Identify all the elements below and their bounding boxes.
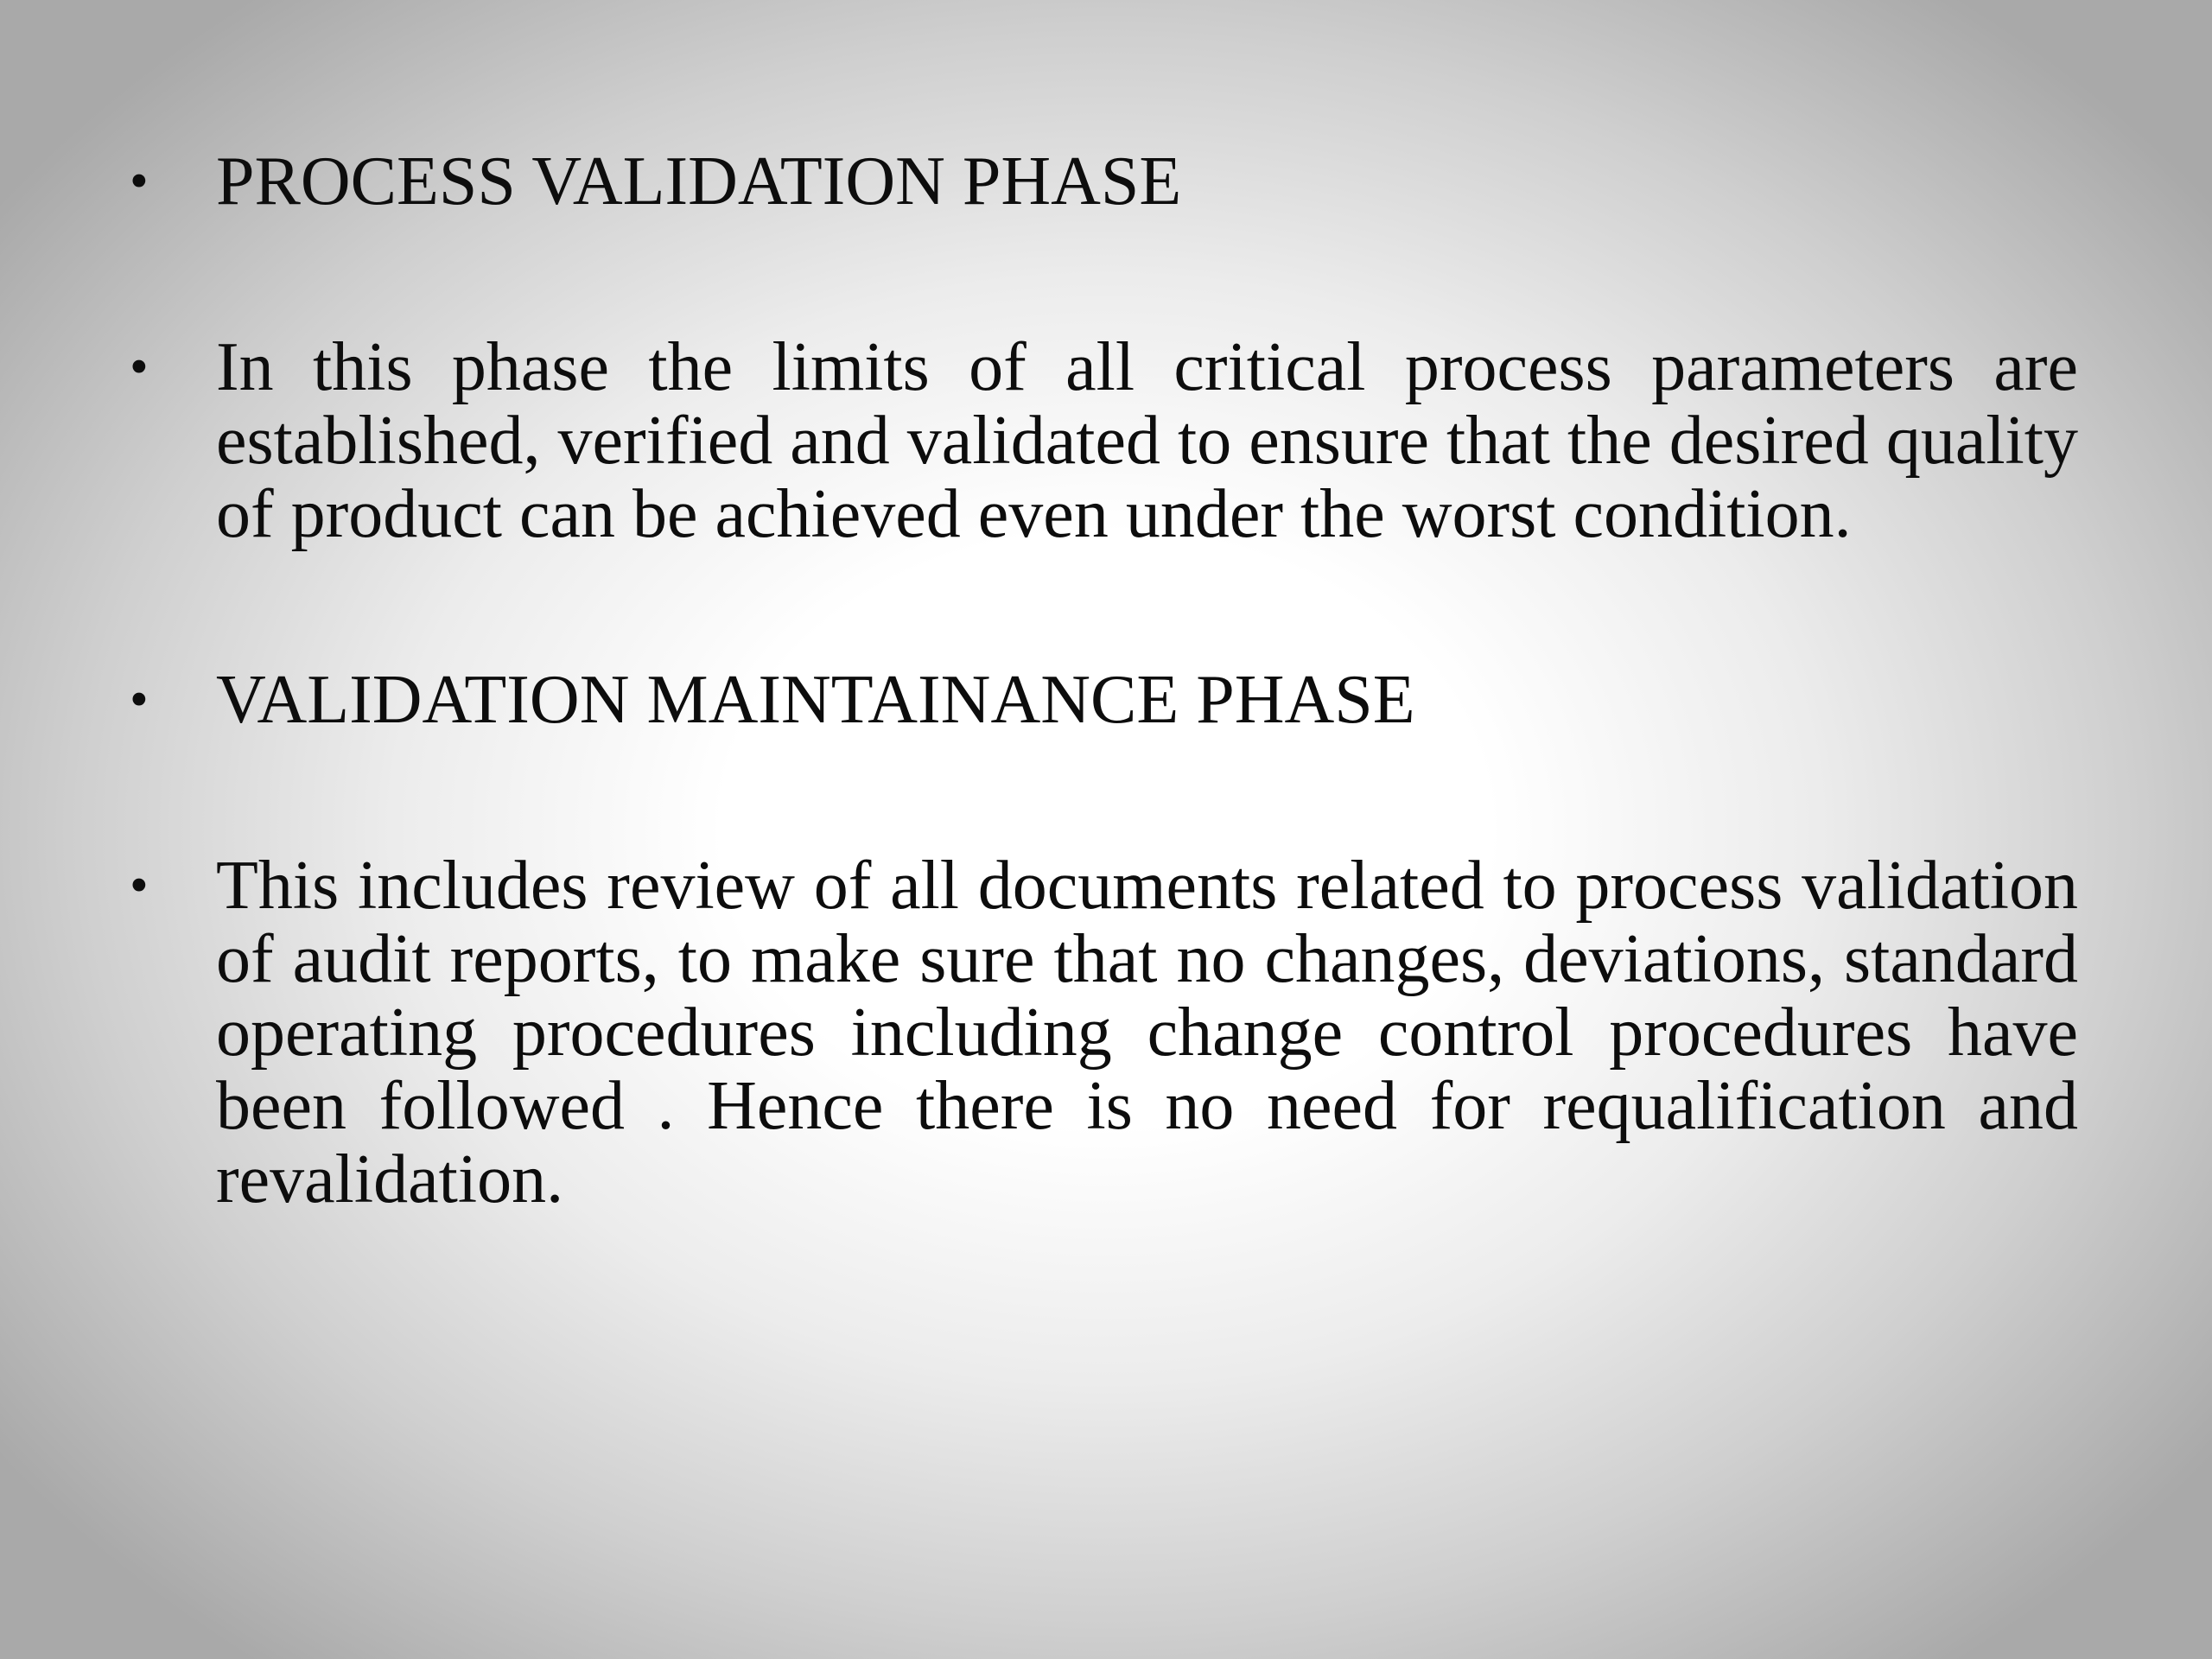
bullet-item-process-validation-heading	[130, 145, 2078, 219]
bullet-item-validation-maintenance-heading	[130, 664, 2078, 737]
bullet-list	[130, 145, 2078, 1217]
bullet-icon: •	[130, 152, 149, 211]
bullet-icon: •	[130, 338, 149, 397]
bullet-item-process-validation-description	[130, 331, 2078, 551]
bullet-text: This includes review of all documents related to process validation of audit reports, to make sure that no changes, deviations, standard operating procedures including change control procedures have been followed . Hence there is no need for requalification and revalidation.	[216, 848, 2078, 1217]
bullet-icon: •	[130, 671, 149, 729]
bullet-item-validation-maintenance-description	[130, 849, 2078, 1217]
bullet-text: PROCESS VALIDATION PHASE	[216, 143, 1182, 219]
bullet-icon: •	[130, 856, 149, 915]
bullet-text: In this phase the limits of all critical process parameters are established, verified and validated to ensure that the desired quality of product can be achieved even under the worst condition.	[216, 329, 2078, 552]
bullet-text: VALIDATION MAINTAINANCE PHASE	[216, 662, 1415, 738]
